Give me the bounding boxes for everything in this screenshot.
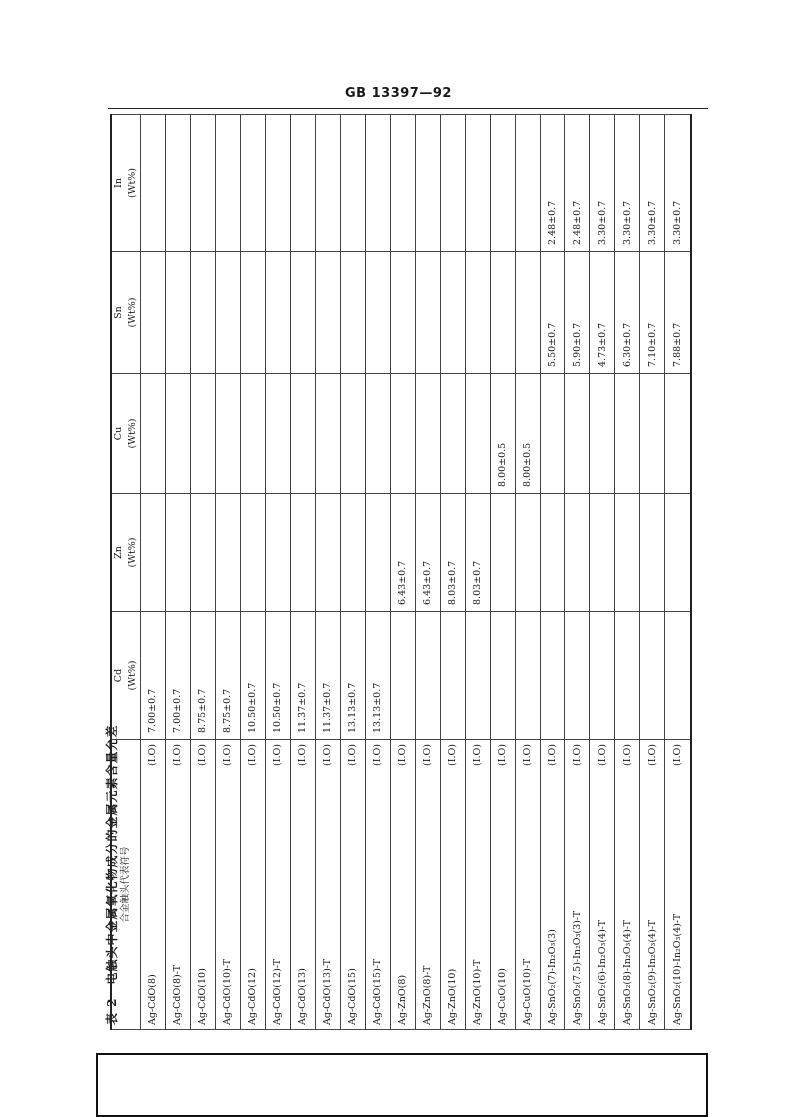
cu-value-cell [340,374,365,494]
alloy-code: Ag-ZnO(8)-T [422,965,434,1025]
cd-value-cell: 11.37±0.7 [290,612,315,740]
cu-value-cell: 8.00±0.5 [490,374,515,494]
cu-value-cell [390,374,415,494]
zn-value-cell: 8.03±0.7 [440,494,465,612]
cd-value-cell: 13.13±0.7 [340,612,365,740]
table-row [540,115,565,1030]
cd-value-cell [565,612,590,740]
column-header-name: 合金触头代表符号 [120,846,131,923]
sn-value-cell [165,252,190,374]
alloy-code-cell [665,740,691,1030]
sn-value-cell [340,252,365,374]
in-value-cell: 2.48±0.7 [565,115,590,252]
alloy-code: Ag-CdO(12)-T [272,959,284,1025]
sn-value-cell [415,252,440,374]
table-row [465,115,490,1030]
alloy-code-marker: (I.O) [347,744,359,766]
sn-value-cell [215,252,240,374]
zn-value-cell [290,494,315,612]
in-value-cell [290,115,315,252]
sn-value-cell: 7.10±0.7 [640,252,665,374]
alloy-code-cell [640,740,665,1030]
in-value-cell [315,115,340,252]
alloy-code-cell [415,740,440,1030]
alloy-code-cell [540,740,565,1030]
column-header-name: Zn [113,546,124,559]
in-value-cell [265,115,290,252]
sn-value-cell: 5.90±0.7 [565,252,590,374]
alloy-code: Ag-CdO(10) [197,968,209,1025]
alloy-code: Ag-ZnO(10)-T [472,959,484,1025]
cu-value-cell [665,374,691,494]
in-value-cell [340,115,365,252]
alloy-code: Ag-CdO(10)-T [222,959,234,1025]
table-row [240,115,265,1030]
alloy-code-cell [465,740,490,1030]
sn-value-cell [490,252,515,374]
zn-value-cell [615,494,640,612]
cd-value-cell [665,612,691,740]
cu-value-cell [315,374,340,494]
cu-value-cell [165,374,190,494]
table-row [415,115,440,1030]
cu-value-cell [240,374,265,494]
zn-value-cell [340,494,365,612]
cu-value-cell [190,374,215,494]
in-value-cell [465,115,490,252]
column-header [111,374,141,494]
alloy-code: Ag-CdO(13)-T [322,959,334,1025]
sn-value-cell [365,252,390,374]
cd-value-cell: 10.50±0.7 [265,612,290,740]
alloy-code-cell [440,740,465,1030]
element-content-table [110,114,692,1030]
cd-value-cell: 8.75±0.7 [215,612,240,740]
alloy-code-cell [315,740,340,1030]
zn-value-cell [190,494,215,612]
cu-value-cell [465,374,490,494]
alloy-code-cell [390,740,415,1030]
cu-value-cell [415,374,440,494]
zn-value-cell [315,494,340,612]
alloy-code-marker: (I.O) [297,744,309,766]
cd-value-cell [415,612,440,740]
table-title: 表 2 电触头中金属氧化物成分的金属元素含量允差 [105,724,119,1025]
cu-value-cell [615,374,640,494]
in-value-cell [141,115,166,252]
column-header [111,612,141,740]
alloy-code-marker: (I.O) [272,744,284,766]
alloy-code-cell [240,740,265,1030]
alloy-code-cell [515,740,540,1030]
alloy-code-cell [190,740,215,1030]
standard-number: GB 13397—92 [345,86,452,101]
cd-value-cell: 8.75±0.7 [190,612,215,740]
cu-value-cell [440,374,465,494]
alloy-code-marker: (I.O) [397,744,409,766]
alloy-code: Ag-SnO₂(7.5)-In₂O₃(3)-T [571,910,583,1025]
table-row [265,115,290,1030]
alloy-code: Ag-ZnO(8) [397,974,409,1025]
in-value-cell: 3.30±0.7 [590,115,615,252]
cd-value-cell: 13.13±0.7 [365,612,390,740]
table-header-row [111,115,141,1030]
sn-value-cell: 5.50±0.7 [540,252,565,374]
cd-value-cell: 11.37±0.7 [315,612,340,740]
alloy-code-cell [165,740,190,1030]
column-header-name: Cu [113,426,124,441]
sn-value-cell: 4.73±0.7 [590,252,615,374]
alloy-code-marker: (I.O) [497,744,509,766]
in-value-cell [390,115,415,252]
alloy-code: Ag-SnO₂(7)-In₂O₃(3) [546,929,558,1025]
in-value-cell: 3.30±0.7 [665,115,691,252]
cu-value-cell [565,374,590,494]
alloy-code-marker: (I.O) [447,744,459,766]
table-body [141,115,692,1030]
column-header-name: Sn [113,306,124,319]
zn-value-cell [540,494,565,612]
alloy-code-marker: (I.O) [247,744,259,766]
table-row [440,115,465,1030]
table-row [315,115,340,1030]
rotated-table-wrapper [110,115,692,1030]
cd-value-cell [615,612,640,740]
cu-value-cell: 8.00±0.5 [515,374,540,494]
in-value-cell [240,115,265,252]
sn-value-cell [315,252,340,374]
column-header [111,740,141,1030]
alloy-code: Ag-SnO₂(10)-In₂O₃(4)-T [672,913,684,1025]
column-header-name: Cd [113,668,124,683]
zn-value-cell [640,494,665,612]
cu-value-cell [290,374,315,494]
alloy-code: Ag-CdO(8)-T [172,965,184,1025]
alloy-code-marker: (I.O) [197,744,209,766]
column-header-unit: (Wt%) [127,418,138,449]
zn-value-cell [590,494,615,612]
alloy-code-marker: (I.O) [621,744,633,766]
sn-value-cell [290,252,315,374]
sn-value-cell [141,252,166,374]
alloy-code-marker: (I.O) [222,744,234,766]
sn-value-cell [240,252,265,374]
alloy-code-marker: (I.O) [646,744,658,766]
table-row [290,115,315,1030]
cd-value-cell [465,612,490,740]
alloy-code-marker: (I.O) [422,744,434,766]
zn-value-cell: 6.43±0.7 [415,494,440,612]
alloy-code: Ag-CuO(10) [497,968,509,1025]
zn-value-cell [141,494,166,612]
in-value-cell [215,115,240,252]
zn-value-cell [165,494,190,612]
table-row [665,115,691,1030]
alloy-code-cell [365,740,390,1030]
in-value-cell [190,115,215,252]
in-value-cell: 2.48±0.7 [540,115,565,252]
column-header-unit: (Wt%) [127,297,138,328]
alloy-code: Ag-SnO₂(8)-In₂O₃(4)-T [621,920,633,1025]
column-header-unit: (Wt%) [127,167,138,199]
alloy-code: Ag-CdO(8) [147,974,159,1025]
column-header [111,115,141,252]
column-header-unit: (Wt%) [127,660,138,691]
table-row [565,115,590,1030]
alloy-code-cell [590,740,615,1030]
column-header-name: In [113,178,124,188]
alloy-code-marker: (I.O) [672,744,684,766]
column-header [111,252,141,374]
cd-value-cell [515,612,540,740]
alloy-code: Ag-SnO₂(6)-In₂O₃(4)-T [596,920,608,1025]
cd-value-cell: 7.00±0.7 [165,612,190,740]
table-row [390,115,415,1030]
sn-value-cell: 6.30±0.7 [615,252,640,374]
table-row [340,115,365,1030]
bottom-frame [96,1053,708,1117]
in-value-cell [165,115,190,252]
column-header-unit: (Wt%) [127,537,138,568]
sn-value-cell [465,252,490,374]
zn-value-cell: 6.43±0.7 [390,494,415,612]
alloy-code-marker: (I.O) [147,744,159,766]
cd-value-cell: 7.00±0.7 [141,612,166,740]
cd-value-cell [640,612,665,740]
cu-value-cell [215,374,240,494]
sn-value-cell [265,252,290,374]
table-row [141,115,166,1030]
sn-value-cell [440,252,465,374]
zn-value-cell [240,494,265,612]
table-row [165,115,190,1030]
alloy-code: Ag-CdO(15) [347,968,359,1025]
alloy-code-marker: (I.O) [322,744,334,766]
alloy-code: Ag-CdO(15)-T [372,959,384,1025]
in-value-cell [515,115,540,252]
zn-value-cell [490,494,515,612]
cd-value-cell [590,612,615,740]
table-row [590,115,615,1030]
cd-value-cell [540,612,565,740]
in-value-cell: 3.30±0.7 [615,115,640,252]
table-row [515,115,540,1030]
in-value-cell [490,115,515,252]
cu-value-cell [540,374,565,494]
sn-value-cell [190,252,215,374]
alloy-code: Ag-CuO(10)-T [522,958,534,1025]
alloy-code: Ag-CdO(12) [247,968,259,1025]
cd-value-cell [490,612,515,740]
alloy-code-marker: (I.O) [372,744,384,766]
zn-value-cell: 8.03±0.7 [465,494,490,612]
alloy-code-cell [141,740,166,1030]
alloy-code: Ag-CdO(13) [297,968,309,1025]
sn-value-cell [390,252,415,374]
cu-value-cell [640,374,665,494]
alloy-code-marker: (I.O) [571,744,583,766]
cu-value-cell [365,374,390,494]
alloy-code-marker: (I.O) [546,744,558,766]
alloy-code-cell [265,740,290,1030]
cd-value-cell: 10.50±0.7 [240,612,265,740]
alloy-code-marker: (I.O) [596,744,608,766]
table-row [640,115,665,1030]
alloy-code-marker: (I.O) [472,744,484,766]
sn-value-cell: 7.88±0.7 [665,252,691,374]
zn-value-cell [515,494,540,612]
table-row [490,115,515,1030]
cd-value-cell [440,612,465,740]
alloy-code-cell [290,740,315,1030]
alloy-code: Ag-SnO₂(9)-In₂O₃(4)-T [646,920,658,1025]
cu-value-cell [265,374,290,494]
zn-value-cell [665,494,691,612]
column-header [111,494,141,612]
in-value-cell: 3.30±0.7 [640,115,665,252]
table-row [615,115,640,1030]
cu-value-cell [141,374,166,494]
cd-value-cell [390,612,415,740]
alloy-code-cell [490,740,515,1030]
zn-value-cell [215,494,240,612]
alloy-code-cell [565,740,590,1030]
cu-value-cell [590,374,615,494]
alloy-code-cell [215,740,240,1030]
alloy-code-marker: (I.O) [172,744,184,766]
table-row [190,115,215,1030]
zn-value-cell [265,494,290,612]
in-value-cell [415,115,440,252]
in-value-cell [365,115,390,252]
zn-value-cell [365,494,390,612]
alloy-code-cell [615,740,640,1030]
alloy-code-marker: (I.O) [522,744,534,766]
alloy-code: Ag-ZnO(10) [447,968,459,1025]
in-value-cell [440,115,465,252]
header-rule [108,108,708,109]
zn-value-cell [565,494,590,612]
table-row [215,115,240,1030]
sn-value-cell [515,252,540,374]
table-row [365,115,390,1030]
alloy-code-cell [340,740,365,1030]
